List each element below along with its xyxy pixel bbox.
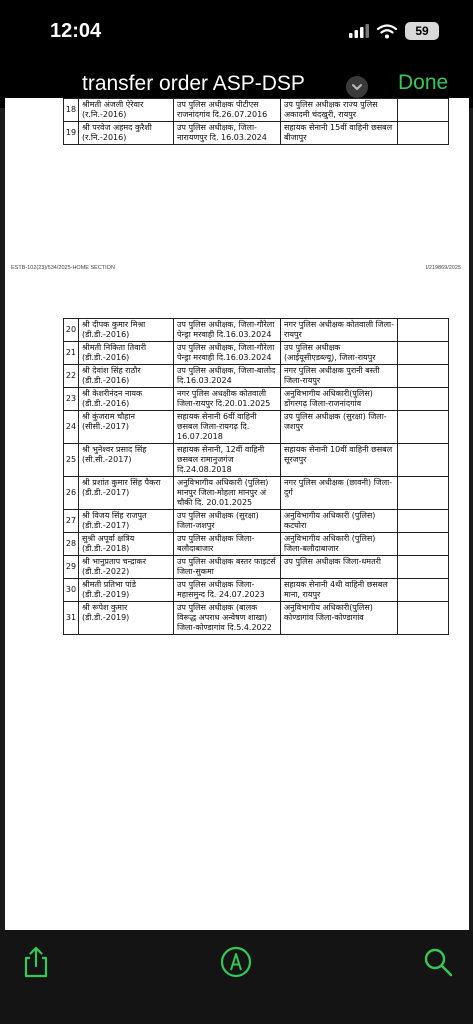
new-posting-cell: अनुविभागीय अधिकारी(पुलिस) कोण्डागांव जिला-कोण्डागांव	[281, 602, 398, 635]
document-page-2	[5, 259, 469, 1019]
markup-icon	[219, 945, 253, 979]
remarks-cell	[398, 342, 449, 365]
officer-name-cell: श्री कुंजराम चौहान (सीसी.-2017)	[79, 411, 174, 444]
bottom-toolbar	[0, 930, 473, 1024]
markup-button[interactable]	[218, 944, 254, 980]
share-button[interactable]	[18, 944, 54, 980]
officer-name-cell: श्री प्रशांत कुमार सिंह पैकरा (डी.डी.-2017)	[79, 477, 174, 510]
serial-cell: 31	[64, 602, 79, 635]
table-row	[64, 477, 449, 510]
chevron-down-icon	[346, 76, 368, 98]
share-icon	[21, 945, 51, 979]
officer-name-cell: श्रीमती अंजली ऐरेवार (र.नि.-2016)	[79, 99, 174, 122]
cellular-signal-icon	[349, 24, 369, 38]
remarks-cell	[398, 579, 449, 602]
new-posting-cell: सहायक सेनानी 15वीं वाहिनी छसबल बीजापुर	[281, 122, 398, 145]
officer-name-cell: श्री विजय सिंह राजपुत (डी.डी.-2017)	[79, 510, 174, 533]
remarks-cell	[398, 319, 449, 342]
officer-name-cell: श्री भानुप्रताप चन्द्राकर (डी.डी.-2022)	[79, 556, 174, 579]
officer-name-cell: सुश्री अपूर्वा क्षत्रिय (डी.डी.-2018)	[79, 533, 174, 556]
transfer-table-page-1	[63, 98, 449, 145]
table-row	[64, 602, 449, 635]
new-posting-cell: उप पुलिस अधीक्षक (सुरक्षा) जिला-जशपुर	[281, 411, 398, 444]
remarks-cell	[398, 556, 449, 579]
serial-cell: 24	[64, 411, 79, 444]
remarks-cell	[398, 99, 449, 122]
serial-cell: 19	[64, 122, 79, 145]
new-posting-cell: उप पुलिस अधीक्षक राज्य पुलिस अकादमी चंदखुरी, रायपुर	[281, 99, 398, 122]
table-row	[64, 411, 449, 444]
serial-cell: 21	[64, 342, 79, 365]
new-posting-cell: सहायक सेनानी 4थी वाहिनी छसबल माना, रायपुर	[281, 579, 398, 602]
table-row	[64, 556, 449, 579]
remarks-cell	[398, 533, 449, 556]
table-row	[64, 444, 449, 477]
table-row	[64, 388, 449, 411]
officer-name-cell: श्री रूपेश कुमार (डी.डी.-2019)	[79, 602, 174, 635]
wifi-icon	[377, 24, 397, 39]
remarks-cell	[398, 444, 449, 477]
current-posting-cell: उप पुलिस अधीक्षक (सुरक्षा) जिला-जशपुर	[174, 510, 281, 533]
current-posting-cell: उप पुलिस अधीक्षक जिला-महासमुन्द दि. 24.07.2023	[174, 579, 281, 602]
remarks-cell	[398, 510, 449, 533]
serial-cell: 20	[64, 319, 79, 342]
officer-name-cell: श्रीमती प्रतिभा पांडे (डी.डी.-2019)	[79, 579, 174, 602]
serial-cell: 22	[64, 365, 79, 388]
table-row	[64, 342, 449, 365]
current-posting-cell: उप पुलिस अधीक्षक बस्तर फाइटर्स जिला-सुकमा	[174, 556, 281, 579]
current-posting-cell: नगर पुलिस अधक्षीक कोतवाली जिला-रायपुर दि.20.01.2025	[174, 388, 281, 411]
current-posting-cell: उप पुलिस अधीक्षक जिला-बलौदाबाजार	[174, 533, 281, 556]
current-posting-cell: उप पुलिस अधीक्षक, जिला-गौरेला पेन्ड्रा मरवाही दि.16.03.2024	[174, 342, 281, 365]
remarks-cell	[398, 122, 449, 145]
officer-name-cell: श्रीमती निकिता तिवारी (डी.डी.-2016)	[79, 342, 174, 365]
serial-cell: 26	[64, 477, 79, 510]
title-menu-button[interactable]	[346, 76, 368, 98]
status-time: 12:04	[50, 20, 102, 42]
status-icons	[349, 22, 439, 40]
current-posting-cell: सहायक सेनानी, 12वीं वाहिनी छसबल रामानुजगंज दि.24.08.2018	[174, 444, 281, 477]
serial-cell: 18	[64, 99, 79, 122]
document-viewer[interactable]	[0, 100, 473, 930]
current-posting-cell: सहायक सेनानी 6वीं वाहिनी छसबल जिला-रायगढ़ दि. 16.07.2018	[174, 411, 281, 444]
transfer-table-page-2	[63, 318, 449, 635]
current-posting-cell: उप पुलिस अधीक्षक, जिला-गौरेला पेन्ड्रा मरवाही दि.16.03.2024	[174, 319, 281, 342]
remarks-cell	[398, 388, 449, 411]
page-header-number: I/219869/2025	[425, 265, 461, 271]
new-posting-cell: उप पुलिस अधीक्षक (आईयूसीएडब्ल्यू), जिला-रायपुर	[281, 342, 398, 365]
document-title[interactable]: transfer order ASP-DSP	[82, 72, 305, 95]
officer-name-cell: श्री भुनेश्वर प्रसाद सिंह (सी.सी.-2017)	[79, 444, 174, 477]
current-posting-cell: उप पुलिस अधीक्षक, जिला-बालोद दि.16.03.2024	[174, 365, 281, 388]
current-posting-cell: उप पुलिस अधीक्षक (बालक विरूद्ध अपराध अन्वेषण शाखा) जिला-कोण्डागांव दि.5.4.2022	[174, 602, 281, 635]
officer-name-cell: श्री परवेज अहमद कुरैशी (र.नि.-2016)	[79, 122, 174, 145]
current-posting-cell: उप पुलिस अधीक्षक पीटीएस राजनांदगांव दि.26.07.2016	[174, 99, 281, 122]
serial-cell: 28	[64, 533, 79, 556]
remarks-cell	[398, 477, 449, 510]
table-row	[64, 579, 449, 602]
search-button[interactable]	[420, 944, 456, 980]
serial-cell: 27	[64, 510, 79, 533]
table-row	[64, 510, 449, 533]
officer-name-cell: श्री केशरीनंदन नायक (डी.डी.-2016)	[79, 388, 174, 411]
battery-indicator: 59	[405, 22, 439, 40]
new-posting-cell: नगर पुलिस अधीक्षक (छावनी) जिला-दुर्ग	[281, 477, 398, 510]
new-posting-cell: नगर पुलिस अधीक्षक कोतवाली जिला-रायपुर	[281, 319, 398, 342]
status-bar	[0, 0, 473, 62]
remarks-cell	[398, 365, 449, 388]
remarks-cell	[398, 411, 449, 444]
remarks-cell	[398, 602, 449, 635]
new-posting-cell: अनुविभागीय अधिकारी(पुलिस) डोंगरगढ़ जिला-राजनांदगांव	[281, 388, 398, 411]
current-posting-cell: उप पुलिस अधीक्षक, जिला-नारायणपुर दि. 16.03.2024	[174, 122, 281, 145]
new-posting-cell: अनुविभागीय अधिकारी (पुलिस) कटघोरा	[281, 510, 398, 533]
current-posting-cell: अनुविभागीय अधिकारी (पुलिस) मानपुर जिला-मोहला मानपुर अं चौकी दि. 20.01.2025	[174, 477, 281, 510]
table-row	[64, 99, 449, 122]
done-button[interactable]: Done	[398, 71, 449, 94]
serial-cell: 30	[64, 579, 79, 602]
page-header-reference: ESTB-102(23)/534/2025-HOME SECTION	[11, 265, 115, 271]
table-row	[64, 122, 449, 145]
serial-cell: 23	[64, 388, 79, 411]
new-posting-cell: उप पुलिस अधीक्षक जिला-धमतरी	[281, 556, 398, 579]
table-row	[64, 365, 449, 388]
search-icon	[422, 946, 454, 978]
new-posting-cell: सहायक सेनानी 10वीं वाहिनी छसबल सूरजपुर	[281, 444, 398, 477]
table-row	[64, 533, 449, 556]
serial-cell: 25	[64, 444, 79, 477]
new-posting-cell: अनुविभागीय अधिकारी (पुलिस) जिला-बलौदाबाजार	[281, 533, 398, 556]
officer-name-cell: श्री देवांश सिंह राठौर (डी.डी.-2016)	[79, 365, 174, 388]
officer-name-cell: श्री दीपक कुमार मिश्रा (डी.डी.-2016)	[79, 319, 174, 342]
new-posting-cell: नगर पुलिस अधीक्षक पुरानी बस्ती जिला-रायपुर	[281, 365, 398, 388]
serial-cell: 29	[64, 556, 79, 579]
table-row	[64, 319, 449, 342]
